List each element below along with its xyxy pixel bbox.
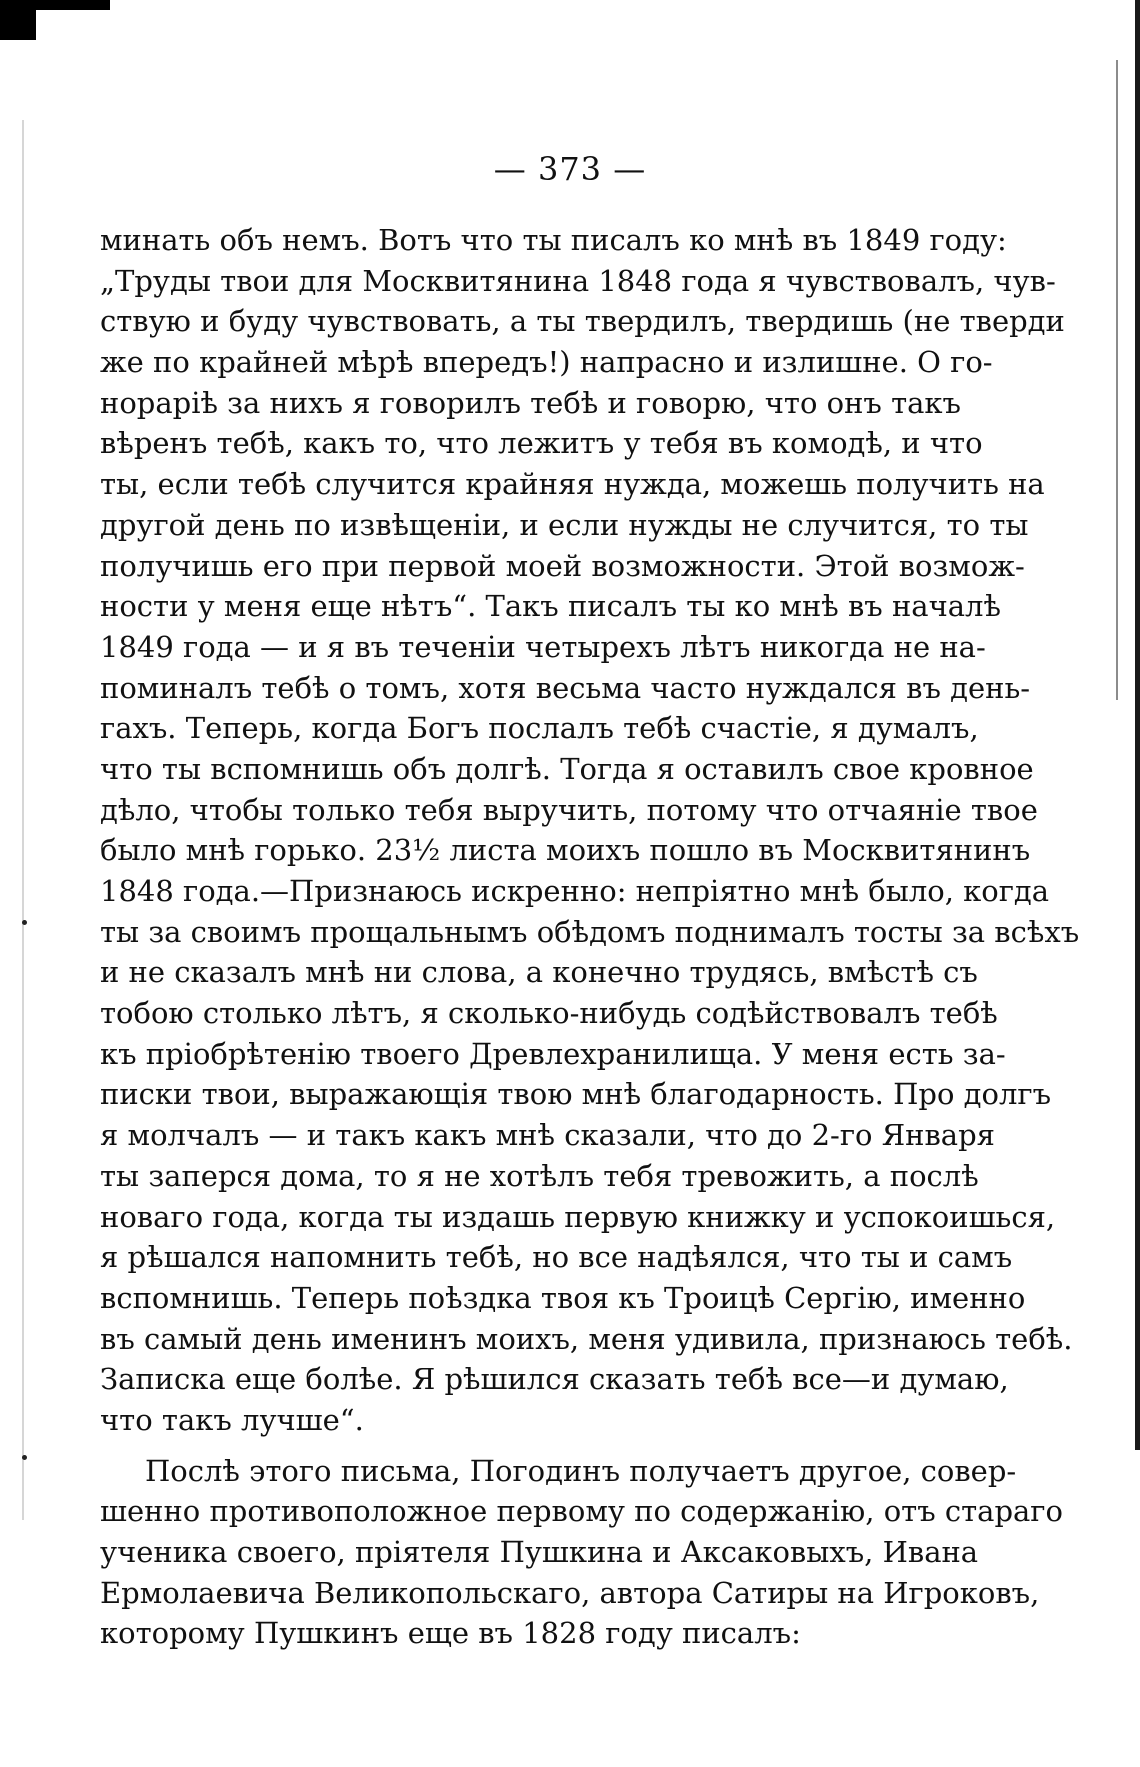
text-line: и не сказалъ мнѣ ни слова, а конечно трудясь, вмѣстѣ съ [100, 955, 978, 990]
text-line: Ермолаевича Великопольскаго, автора Сатиры на Игроковъ, [100, 1575, 1040, 1610]
page-text [100, 220, 1080, 1654]
scan-edge-top-line [0, 0, 110, 10]
text-line: вѣренъ тебѣ, какъ то, что лежитъ у тебя въ комодѣ, и что [100, 426, 983, 461]
scan-edge-right [1135, 0, 1140, 1450]
text-line: „Труды твои для Москвитянина 1848 года я чувствовалъ, чув- [100, 263, 1056, 298]
text-line: въ самый день именинъ моихъ, меня удивила, признаюсь тебѣ. [100, 1321, 1073, 1356]
text-line: дѣло, чтобы только тебя выручить, потому что отчаянiе твое [100, 792, 1038, 827]
text-line: 1849 года — и я въ теченiи четырехъ лѣтъ никогда не на- [100, 629, 986, 664]
text-line: было мнѣ горько. 23½ листа моихъ пошло въ Москвитянинъ [100, 833, 1031, 868]
text-line: къ прiобрѣтенiю твоего Древлехранилища. У меня есть за- [100, 1036, 1006, 1071]
margin-mark [22, 920, 27, 925]
paragraph-first-line: Послѣ этого письма, Погодинъ получаетъ другое, совер- [145, 1453, 1017, 1488]
text-line: я рѣшался напомнить тебѣ, но все надѣялся, что ты и самъ [100, 1240, 1013, 1275]
text-line: я молчалъ — и такъ какъ мнѣ сказали, что до 2-го Января [100, 1118, 995, 1153]
scan-edge-left [22, 120, 24, 1520]
text-line: 1848 года.—Признаюсь искренно: непрiятно мнѣ было, когда [100, 874, 1050, 908]
text-line: ты за своимъ прощальнымъ обѣдомъ поднималъ тосты за всѣхъ [100, 914, 1080, 949]
text-line: ты заперся дома, то я не хотѣлъ тебя тревожить, а послѣ [100, 1158, 979, 1193]
text-line: ученика своего, прiятеля Пушкина и Аксаковыхъ, Ивана [100, 1535, 979, 1569]
text-line: ствую и буду чувствовать, а ты твердилъ, твердишь (не тверди [100, 304, 1065, 339]
text-line: ности у меня еще нѣтъ“. Такъ писалъ ты ко мнѣ въ началѣ [100, 589, 1001, 624]
text-line: писки твои, выражающiя твою мнѣ благодарность. Про долгъ [100, 1077, 1052, 1112]
text-line: Записка еще болѣе. Я рѣшился сказать тебѣ все—и думаю, [100, 1362, 1009, 1397]
text-line: поминалъ тебѣ о томъ, хотя весьма часто нуждался въ день- [100, 670, 1031, 705]
text-line: получишь его при первой моей возможности. Этой возмож- [100, 548, 1025, 583]
text-line: другой день по извѣщенiи, и если нужды не случится, то ты [100, 507, 1029, 542]
text-line: новаго года, когда ты издашь первую книжку и успокоишься, [100, 1199, 1056, 1234]
margin-mark [22, 1455, 27, 1460]
text-line: что ты вспомнишь объ долгѣ. Тогда я оставилъ свое кровное [100, 751, 1034, 786]
text-line: же по крайней мѣрѣ впередъ!) напрасно и излишне. О го- [100, 345, 993, 380]
text-line: норарiѣ за нихъ я говорилъ тебѣ и говорю, что онъ такъ [100, 385, 961, 420]
text-line: гахъ. Теперь, когда Богъ послалъ тебѣ счастiе, я думалъ, [100, 711, 979, 746]
text-line: тобою столько лѣтъ, я сколько-нибудь содѣйствовалъ тебѣ [100, 996, 998, 1031]
page-number: — 373 — [493, 150, 647, 188]
text-line: что такъ лучше“. [100, 1402, 364, 1437]
text-line: ты, если тебѣ случится крайняя нужда, можешь получить на [100, 467, 1045, 502]
text-line: которому Пушкинъ еще въ 1828 году писалъ: [100, 1616, 801, 1651]
text-line: шенно противоположное первому по содержанiю, отъ стараго [100, 1494, 1063, 1529]
text-line: минать объ немъ. Вотъ что ты писалъ ко мнѣ въ 1849 году: [100, 223, 1007, 257]
text-line: вспомнишь. Теперь поѣздка твоя къ Троицѣ Сергiю, именно [100, 1280, 1026, 1315]
